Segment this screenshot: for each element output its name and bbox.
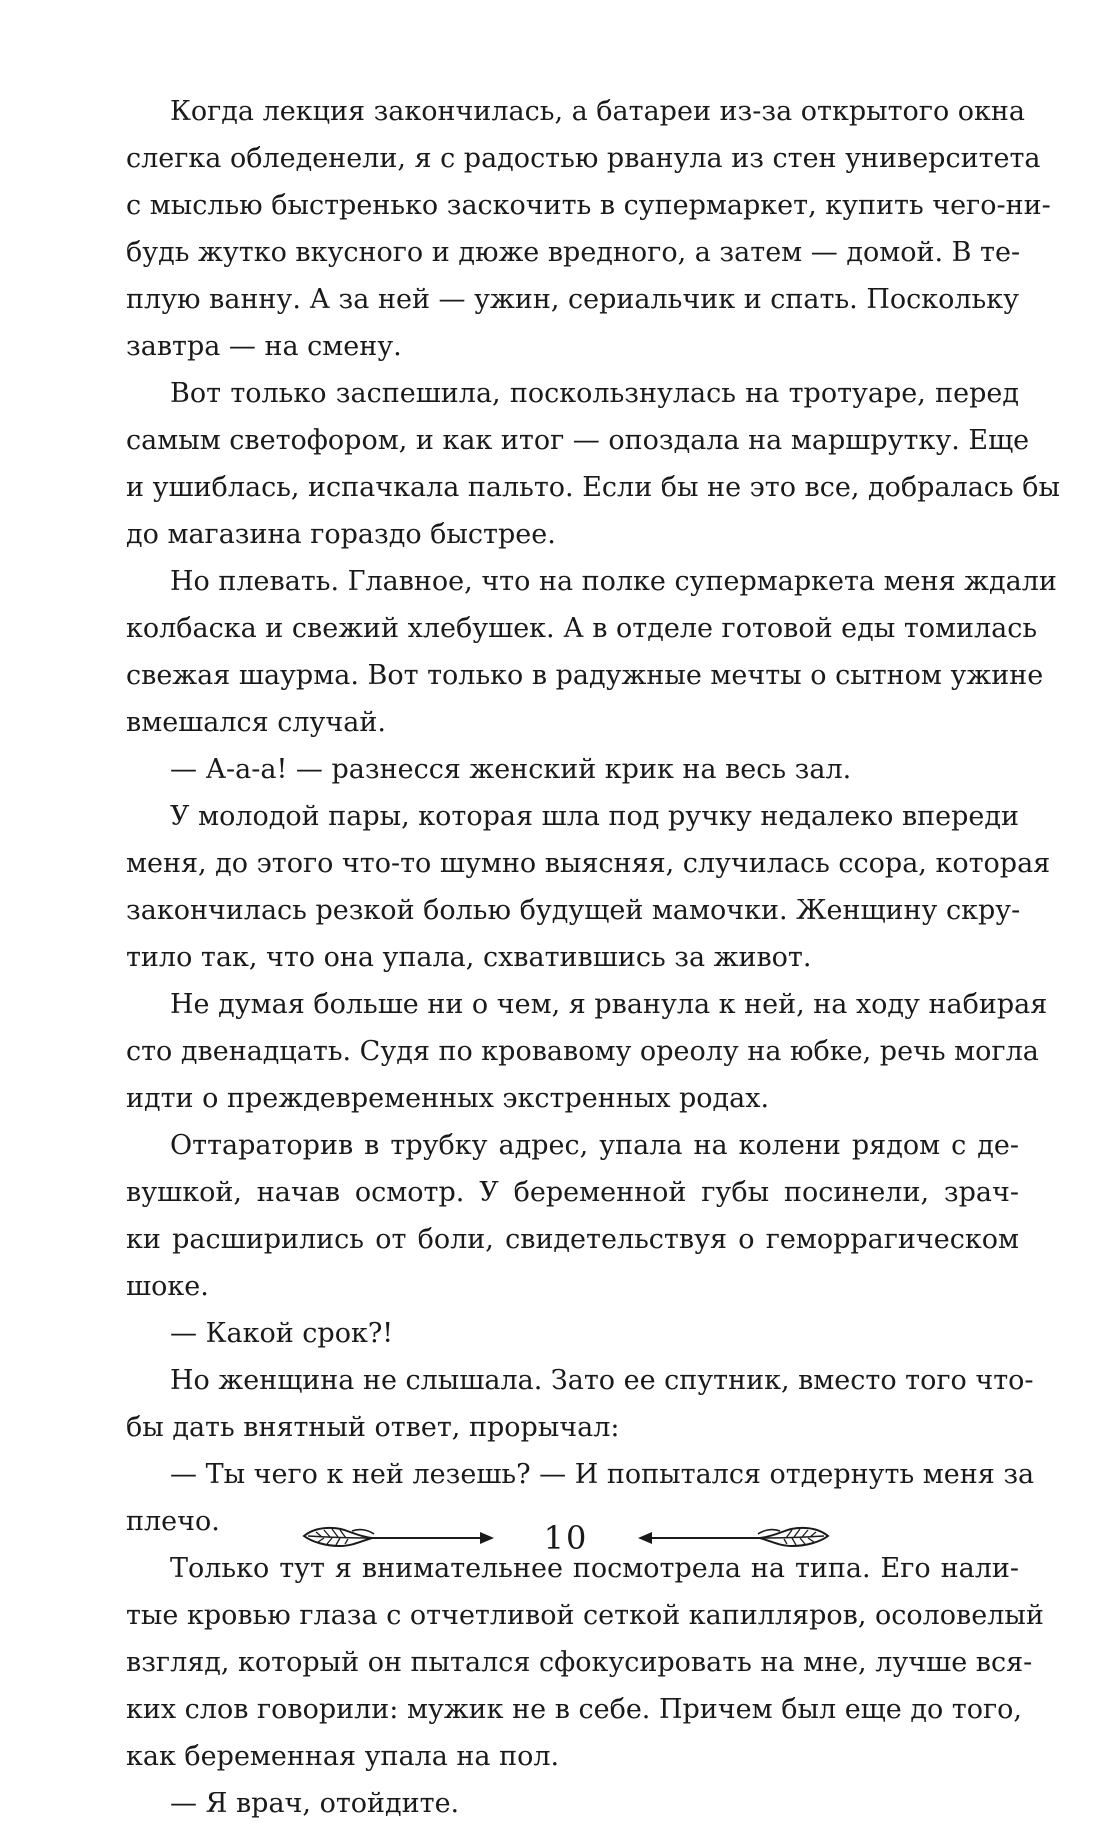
text-line: плечо. — [126, 1506, 220, 1537]
text-line: ки расширились от боли, свидетельствуя о геморрагическом — [126, 1224, 1019, 1255]
text-line: У молодой пары, которая шла под ручку недалеко впереди — [170, 801, 1019, 832]
text-line: — Я врач, отойдите. — [170, 1788, 460, 1819]
text-line: ких слов говорили: мужик не в себе. Причем был еще до того, — [126, 1694, 1022, 1725]
text-line: вмешался случай. — [126, 707, 386, 738]
text-line: будь жутко вкусного и дюже вредного, а затем — домой. В те- — [126, 237, 1021, 268]
feather-arrow-left-icon — [620, 1508, 830, 1568]
text-line: самым светофором, и как итог — опоздала на маршрутку. Еще — [126, 425, 1030, 456]
text-line: — Ты чего к ней лезешь? — И попытался отдернуть меня за — [170, 1459, 1035, 1490]
text-line: свежая шаурма. Вот только в радужные мечты о сытном ужине — [126, 660, 1044, 691]
text-line: шоке. — [126, 1271, 209, 1302]
text-line: плую ванну. А за ней — ужин, сериальчик и спать. Поскольку — [126, 284, 1019, 315]
text-line: закончилась резкой болью будущей мамочки. Женщину скру- — [126, 895, 1021, 926]
text-line: слегка обледенели, я с радостью рванула из стен университета — [126, 143, 1041, 174]
feather-arrow-right-icon — [302, 1508, 512, 1568]
text-line: Но плевать. Главное, что на полке супермаркета меня ждали — [170, 566, 1057, 597]
text-line: Но женщина не слышала. Зато ее спутник, вместо того что- — [170, 1365, 1034, 1396]
text-line: Когда лекция закончилась, а батареи из-за открытого окна — [170, 96, 1026, 127]
text-line: колбаска и свежий хлебушек. А в отделе готовой еды томилась — [126, 613, 1038, 644]
text-line: вушкой, начав осмотр. У беременной губы посинели, зрач- — [126, 1177, 1019, 1208]
text-line: Не думая больше ни о чем, я рванула к ней, на ходу набирая — [170, 989, 1048, 1020]
text-line: тило так, что она упала, схватившись за живот. — [126, 942, 812, 973]
page-footer — [0, 1508, 1103, 1568]
text-line: меня, до этого что-то шумно выясняя, случилась ссора, которая — [126, 848, 1051, 879]
text-line: до магазина гораздо быстрее. — [126, 519, 556, 550]
text-line: идти о преждевременных экстренных родах. — [126, 1083, 770, 1114]
text-line: и ушиблась, испачкала пальто. Если бы не это все, добралась бы — [126, 472, 1060, 503]
text-line: взгляд, который он пытался сфокусировать на мне, лучше вся- — [126, 1647, 1033, 1678]
text-line: Вот только заспешила, поскользнулась на тротуаре, перед — [170, 378, 1019, 409]
page-number: 10 — [543, 1519, 589, 1557]
text-line: — Какой срок?! — [170, 1318, 394, 1349]
text-line: с мыслью быстренько заскочить в супермаркет, купить чего-ни- — [126, 190, 1051, 221]
text-line: как беременная упала на пол. — [126, 1741, 560, 1772]
text-line: бы дать внятный ответ, прорычал: — [126, 1412, 620, 1443]
text-line: Оттараторив в трубку адрес, упала на колени рядом с де- — [170, 1130, 1019, 1161]
text-line: Только тут я внимательнее посмотрела на типа. Его нали- — [170, 1553, 1019, 1584]
text-line: завтра — на смену. — [126, 331, 402, 362]
text-line: — А-а-а! — разнесся женский крик на весь зал. — [170, 754, 852, 785]
text-line: тые кровью глаза с отчетливой сеткой капилляров, осоловелый — [126, 1600, 1044, 1631]
text-line: сто двенадцать. Судя по кровавому ореолу на юбке, речь могла — [126, 1036, 1039, 1067]
